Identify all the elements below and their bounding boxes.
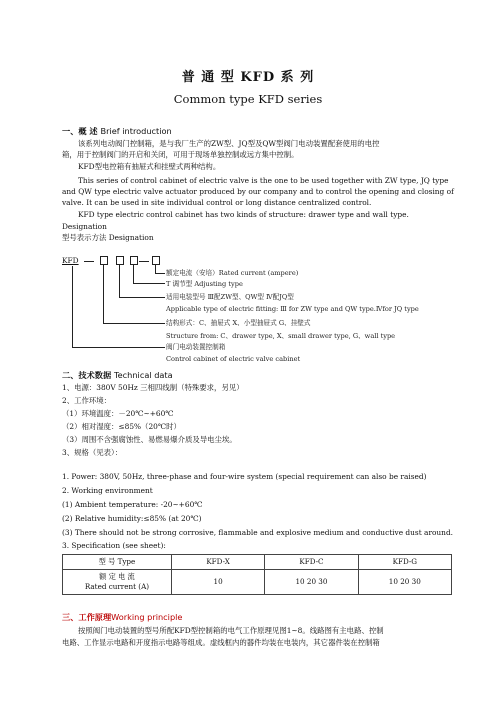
intro-en-line4: KFD type electric control cabinet has two kinds of structure: drawer type and wall type. (78, 210, 409, 219)
intro-cn-line1: 该系列电动阀门控制箱，是与我厂生产的ZW型、JQ型及QW型阀门电动装置配套使用的电控 (78, 139, 380, 148)
section-number: 二、 (62, 370, 79, 380)
designation-en: Designation (62, 222, 107, 231)
section-heading-principle (62, 612, 182, 623)
section-heading-technical (62, 370, 173, 381)
page-subtitle: Common type KFD series (173, 92, 323, 106)
tech-cn-6: 3、规格（见表）： (62, 448, 123, 457)
tech-en-1: 1. Power: 380V, 50Hz, three-phase and four-wire system (special requirement can also be raised) (62, 472, 427, 481)
code-box-2 (116, 256, 124, 265)
table-header-type: 型 号 Type (63, 555, 172, 570)
intro-cn-line3: KFD型电控箱有抽屉式和挂壁式两种结构。 (78, 162, 221, 171)
table-header-kfd-c: KFD-C (265, 555, 358, 570)
section-title-cn: 技术数据 (78, 370, 112, 380)
tech-en-4: (2) Relative humidity:≤85% (at 20℃) (62, 514, 202, 523)
code-box-1 (100, 256, 108, 265)
diagram-label-cabinet-en: Control cabinet of electric valve cabinet (166, 355, 301, 363)
section-title-en: Brief introduction (100, 126, 172, 136)
table-cell-kfd-c: 10 20 30 (265, 570, 358, 595)
intro-en-line3: valve. It can be used in site individual control or long distance centralized control. (62, 198, 372, 207)
principle-cn-line2: 电路、工作显示电路和开度指示电路等组成。虚线框内的器件均装在电装内，其它器件装在控制箱 (62, 638, 380, 647)
principle-cn-line1: 按照阀门电动装置的型号所配KFD型控制箱的电气工作原理见图1~8。线路图有主电路、控制 (78, 626, 384, 635)
table-cell-kfd-g: 10 20 30 (358, 570, 451, 595)
diagram-label-adjusting: T 调节型 Adjusting type (166, 280, 243, 288)
tech-cn-3: （1）环境温度：－20℃~+60℃ (62, 409, 174, 418)
table-header-row (63, 555, 452, 570)
table-row (63, 570, 452, 595)
table-row-label (63, 570, 172, 595)
table-cell-kfd-x: 10 (171, 570, 264, 595)
section-number: 一、 (62, 126, 79, 136)
tech-cn-1: 1、电源：380V 50Hz 三相四线制（特殊要求，另见） (62, 383, 244, 392)
rated-current-en: Rated current (A) (84, 582, 150, 591)
section-number: 三、 (62, 612, 79, 622)
table-header-kfd-x: KFD-X (171, 555, 264, 570)
diagram-code: KFD (62, 256, 79, 265)
section-title-cn: 工作原理 (78, 612, 112, 622)
code-box-3 (130, 256, 138, 265)
intro-en-line1: This series of control cabinet of electric valve is the one to be used together with ZW type, JQ type (78, 176, 449, 185)
tech-cn-5: （3）周围不含强腐蚀性、易燃易爆介质及导电尘埃。 (62, 435, 237, 444)
section-title-en: Technical data (114, 370, 173, 380)
intro-cn-line2: 箱，用于控制阀门的开启和关闭，可用于现场单独控制或远方集中控制。 (62, 150, 299, 159)
designation-cn: 型号表示方法 Designation (62, 233, 154, 242)
section-title-cn: 概 述 (78, 126, 98, 136)
table-header-kfd-g: KFD-G (358, 555, 451, 570)
code-box-4 (152, 256, 160, 265)
section-heading-intro (62, 126, 172, 137)
diagram-label-applicable-cn: 适用电装型号 Ⅲ配ZW型、QW型 Ⅳ配JQ型 (166, 293, 294, 301)
section-title-en: Working principle (111, 612, 183, 622)
diagram-label-structure-cn: 结构形式：C、抽屉式 X、小型抽屉式 G、挂壁式 (166, 319, 311, 327)
spec-table (62, 554, 452, 595)
diagram-label-structure-en: Structure from: C、drawer type, X、small drawer type, G、wall type (166, 332, 396, 340)
rated-current-cn: 额 定 电 流 (99, 572, 135, 581)
page-title: 普 通 型 KFD 系 列 (181, 70, 315, 85)
tech-en-5: (3) There should not be strong corrosive, flammable and explosive medium and conductive dust around. (62, 528, 454, 537)
tech-cn-2: 2、工作环境： (62, 396, 112, 405)
diagram-label-applicable-en: Applicable type of electric fitting: Ⅲ for ZW type and QW type.Ⅳfor JQ type (166, 305, 419, 313)
tech-en-3: (1) Ambient temperature: -20~+60℃ (62, 500, 203, 509)
tech-en-6: 3. Specification (see sheet): (62, 541, 166, 550)
diagram-label-rated-current: 额定电流（安培）Rated current (ampere) (166, 269, 299, 277)
diagram-label-cabinet-cn: 阀门电动装置控制箱 (166, 343, 226, 351)
intro-en-line2: and QW type electric valve actuator produced by our company and to control the opening and closing of (62, 187, 454, 196)
tech-cn-4: （2）相对湿度：≤85%（20℃时） (62, 422, 181, 431)
tech-en-2: 2. Working environment (62, 486, 153, 495)
